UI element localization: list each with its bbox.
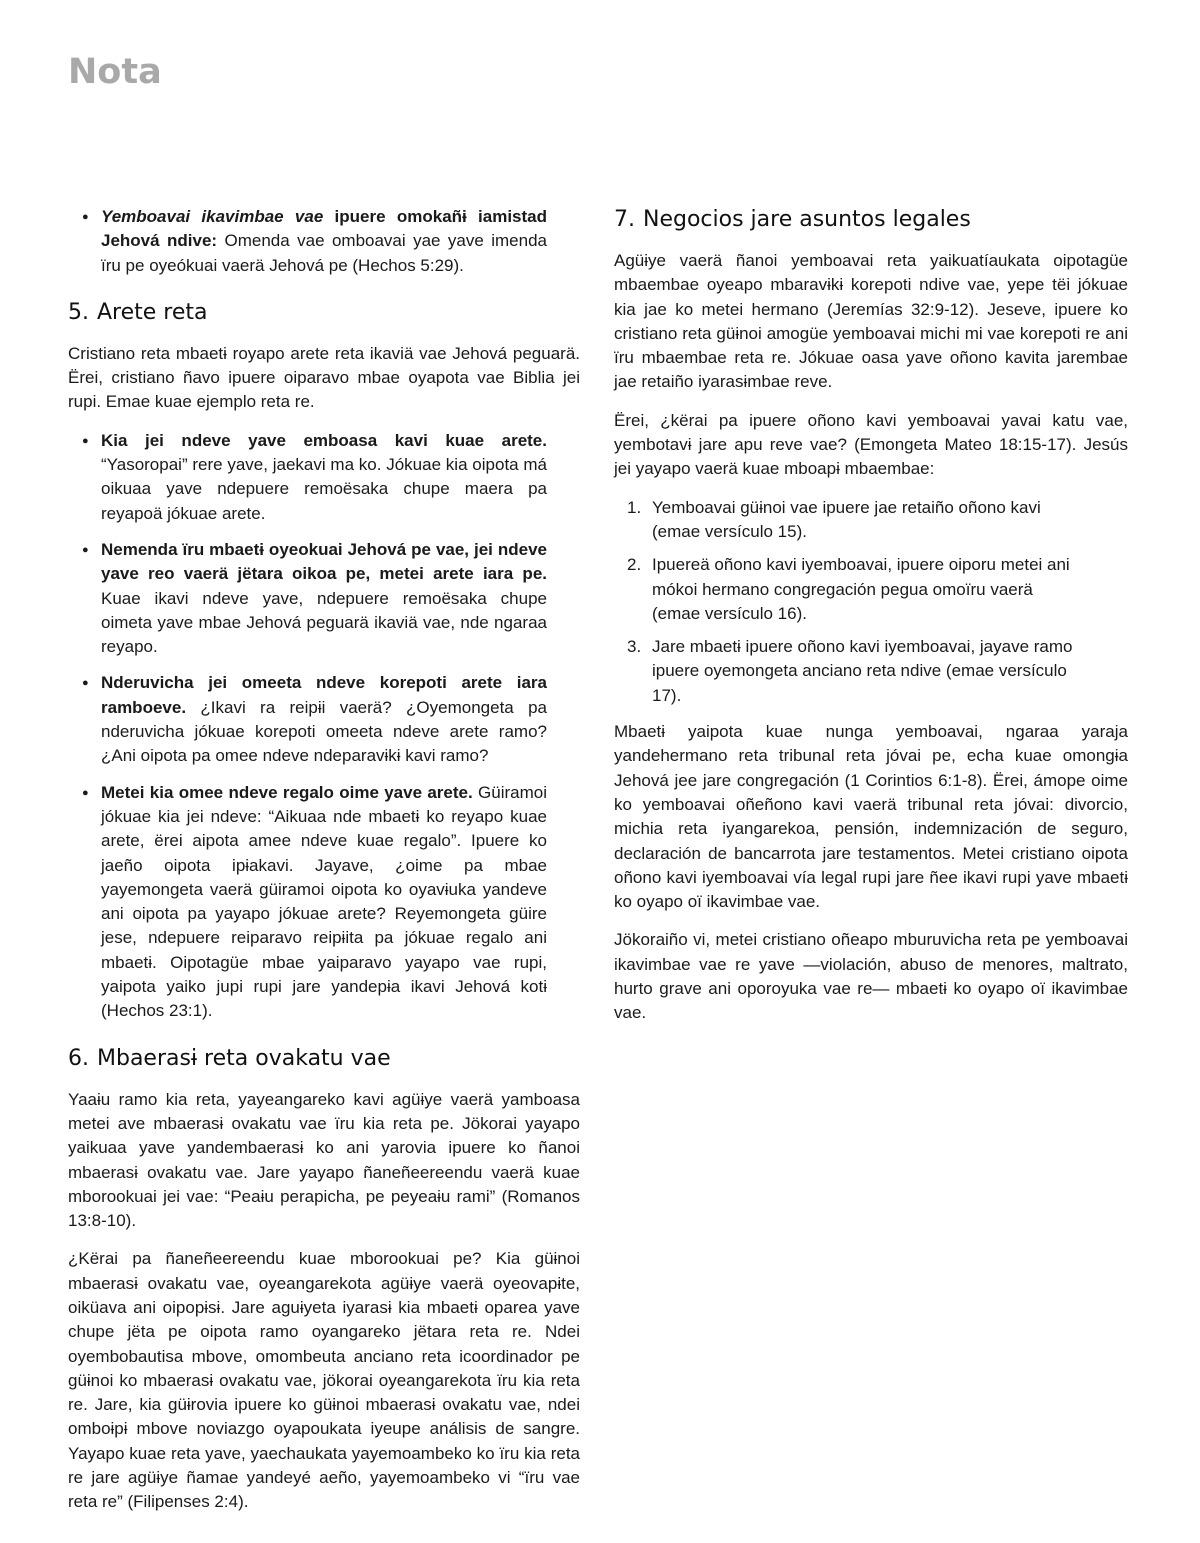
section6-paragraph: ¿Kërai pa ñaneñeereendu kuae mborookuai pe? Kia güɨnoi mbaerasɨ ovakatu vae, oyeangarekota agüɨye vaerä oyeovapɨte, oiküava ani oipopɨsɨ. Jare aguɨyeta iyarasɨ kia mbaetɨ oparea yave chupe jëta pe oipota ramo oyangareko jëtara reta re. Ndei oyembobautisa mbove, omombeuta anciano reta icoordinador pe güɨnoi ko mbaerasɨ ovakatu vae, jökorai oyeangarekota ïru kia reta re. Jare, kia güɨrovia ipuere ko güɨnoi mbaerasɨ ovakatu vae, ndei omboɨpɨ mbove noviazgo oyapoukata iyeupe análisis de sangre. Yayapo kuae reta yave, yaechaukata yayemoambeko ko ïru kia reta re jare agüɨye ñamae yandeyé aeño, yayemoambeko vi “ïru vae reta re” (Filipenses 2:4). <box>68 1249 580 1512</box>
section-title: Arete reta <box>97 299 208 325</box>
section7-paragraph: Agüɨye vaerä ñanoi yemboavai reta yaikuatíaukata oipotagüe mbaembae oyeapo mbaravɨkɨ korepoti ndive vae, yepe tëi jókuae kia jae ko metei hermano (Jeremías 32:9-12). Jeseve, ipuere ko cristiano reta güɨnoi amogüe yemboavai michi mi vae korepoti re ani ïru mbaembae reta re. Jókuae oasa yave oñono kavita jarembae jae retaiño iyarasɨmbae reve. <box>614 251 1128 392</box>
section-number: 6. <box>68 1045 89 1071</box>
bullet-item <box>101 205 547 278</box>
step-number: 3. <box>627 637 642 657</box>
step-item <box>627 635 1128 708</box>
section-title: Negocios jare asuntos legales <box>643 207 971 232</box>
section5-bullet-list <box>68 429 580 1024</box>
section5-paragraph: Cristiano reta mbaetɨ royapo arete reta ikaviä vae Jehová peguarä. Ërei, cristiano ñavo ipuere oiparavo mbae oyapota vae Biblia jei rupi. Emae kuae ejemplo reta re. <box>68 343 580 412</box>
step-text: Yemboavai güɨnoi vae ipuere jae retaiño oñono kavi (emae versículo 15). <box>652 497 1041 541</box>
section-number: 7. <box>614 207 635 232</box>
section-heading-5 <box>68 298 580 328</box>
step-item <box>627 553 1128 626</box>
section7-paragraph: Ërei, ¿kërai pa ipuere oñono kavi yemboavai yavai katu vae, yembotavɨ jare apu reve vae? (Emongeta Mateo 18:15-17). Jesús jei yayapo vaerä kuae mboapɨ mbaembae: <box>614 410 1128 479</box>
bullet-body: “Yasoropai” rere yave, jaekavi ma ko. Jókuae kia oipota má oikuaa yave ndepuere remoësaka chupe maera pa reyapoä jókuae arete. <box>101 455 547 523</box>
bullet-lead: Nemenda ïru mbaetɨ oyeokuai Jehová pe vae, jei ndeve yave reo vaerä jëtara oikoa pe, metei arete iara pe. <box>101 539 547 584</box>
section-heading-7 <box>614 205 1128 235</box>
bullet-lead: Nderuvicha jei omeeta ndeve korepoti arete iara ramboeve. <box>101 673 547 717</box>
bullet-body: Omenda vae omboavai yae yave imenda ïru pe oyeókuai vaerä Jehová pe (Hechos 5:29). <box>101 231 547 275</box>
section6-paragraph: Yaaɨu ramo kia reta, yayeangareko kavi agüɨye vaerä yamboasa metei ave mbaerasɨ ovakatu vae ïru kia reta pe. Jökorai yayapo yaikuaa yave yandembaerasɨ ko ani yarovia ipuere ko ñanoi mbaerasɨ ovakatu vae. Jare yayapo ñaneñeereendu vaerä kuae mborookuai jei vae: “Peaɨu perapicha, pe peyeaɨu rami” (Romanos 13:8-10). <box>68 1089 580 1231</box>
page-title: Nota <box>68 52 162 92</box>
bullet-body: ¿Ikavi ra reipɨi vaerä? ¿Oyemongeta pa nderuvicha jókuae korepoti omeeta ndeve arete ramo? ¿Ani oipota pa omee ndeve ndeparavɨkɨ kavi ramo? <box>101 697 547 766</box>
bullet-body: Güiramoi jókuae kia jei ndeve: “Aikuaa nde mbaetɨ ko reyapo kuae arete, ërei aipota amee ndeve kuae regalo”. Ipuere ko jaeño oipota ipɨakavi. Jayave, ¿oime pa mbae yayemongeta vaerä güiramoi oipota ko oyavɨuka yandeve ani oipota pa yayapo jókuae arete? Reyemongeta güire jese, ndepuere reiparavo reipɨita pa jókuae regalo ani mbaetɨ. Oipotagüe mbae yaiparavo yayapo vae rupi, yaipota yaiko jupi rupi jare yandepɨa ikavi Jehová kotɨ (Hechos 23:1). <box>101 782 547 1021</box>
section7-paragraph: Jökoraiño vi, metei cristiano oñeapo mburuvicha reta pe yemboavai ikavimbae vae re yave —violación, abuso de menores, maltrato, hurto grave ani oporoyuka vae re— mbaetɨ ko oyapo oï ikavimbae vae. <box>614 930 1128 1023</box>
step-number: 1. <box>627 497 642 517</box>
bullet-body: Kuae ikavi ndeve yave, ndepuere remoësaka chupe oimeta yave mbae Jehová peguarä ikaviä vae, nde ngaraa reyapo. <box>101 588 547 657</box>
left-column <box>68 205 580 1529</box>
intro-bullet-list <box>68 205 580 278</box>
right-column <box>614 205 1128 1040</box>
section7-paragraph: Mbaetɨ yaipota kuae nunga yemboavai, ngaraa yaraja yandehermano reta tribunal reta jóvai pe, echa kuae omongɨa Jehová jee jare congregación (1 Corintios 6:1-8). Ërei, ámope oime ko yemboavai oñeñono kavi vaerä tribunal reta jóvai: divorcio, michia reta iyangarekoa, pensión, indemnización de seguro, declaración de bancarrota jare testamentos. Metei cristiano oipota oñono kavi iyemboavai vía legal rupi jare ñee ikavi rupi yave mbaetɨ ko oyapo oï ikavimbae vae. <box>614 722 1128 912</box>
bullet-item <box>101 781 547 1024</box>
section-heading-6 <box>68 1044 580 1074</box>
bullet-lead: Kia jei ndeve yave emboasa kavi kuae arete. <box>101 430 547 450</box>
bullet-item <box>101 538 547 659</box>
bullet-lead: ipuere omokañɨ iamistad Jehová ndive: <box>101 207 547 251</box>
bullet-lead-italic: Yemboavai ikavimbae vae <box>101 207 324 226</box>
bullet-item <box>101 429 547 526</box>
step-number: 2. <box>627 555 642 575</box>
bullet-item <box>101 671 547 768</box>
section-title: Mbaerasɨ reta ovakatu vae <box>97 1045 391 1071</box>
section-number: 5. <box>68 299 89 325</box>
step-text: Ipuereä oñono kavi iyemboavai, ipuere oiporu metei ani mókoi hermano congregación pegua omoïru vaerä (emae versículo 16). <box>652 555 1070 623</box>
section7-steps-list <box>614 496 1128 708</box>
step-item <box>627 496 1128 545</box>
bullet-lead: Metei kia omee ndeve regalo oime yave arete. <box>101 782 473 802</box>
step-text: Jare mbaetɨ ipuere oñono kavi iyemboavai, jayave ramo ipuere oyemongeta anciano reta ndive (emae versículo 17). <box>652 637 1073 705</box>
